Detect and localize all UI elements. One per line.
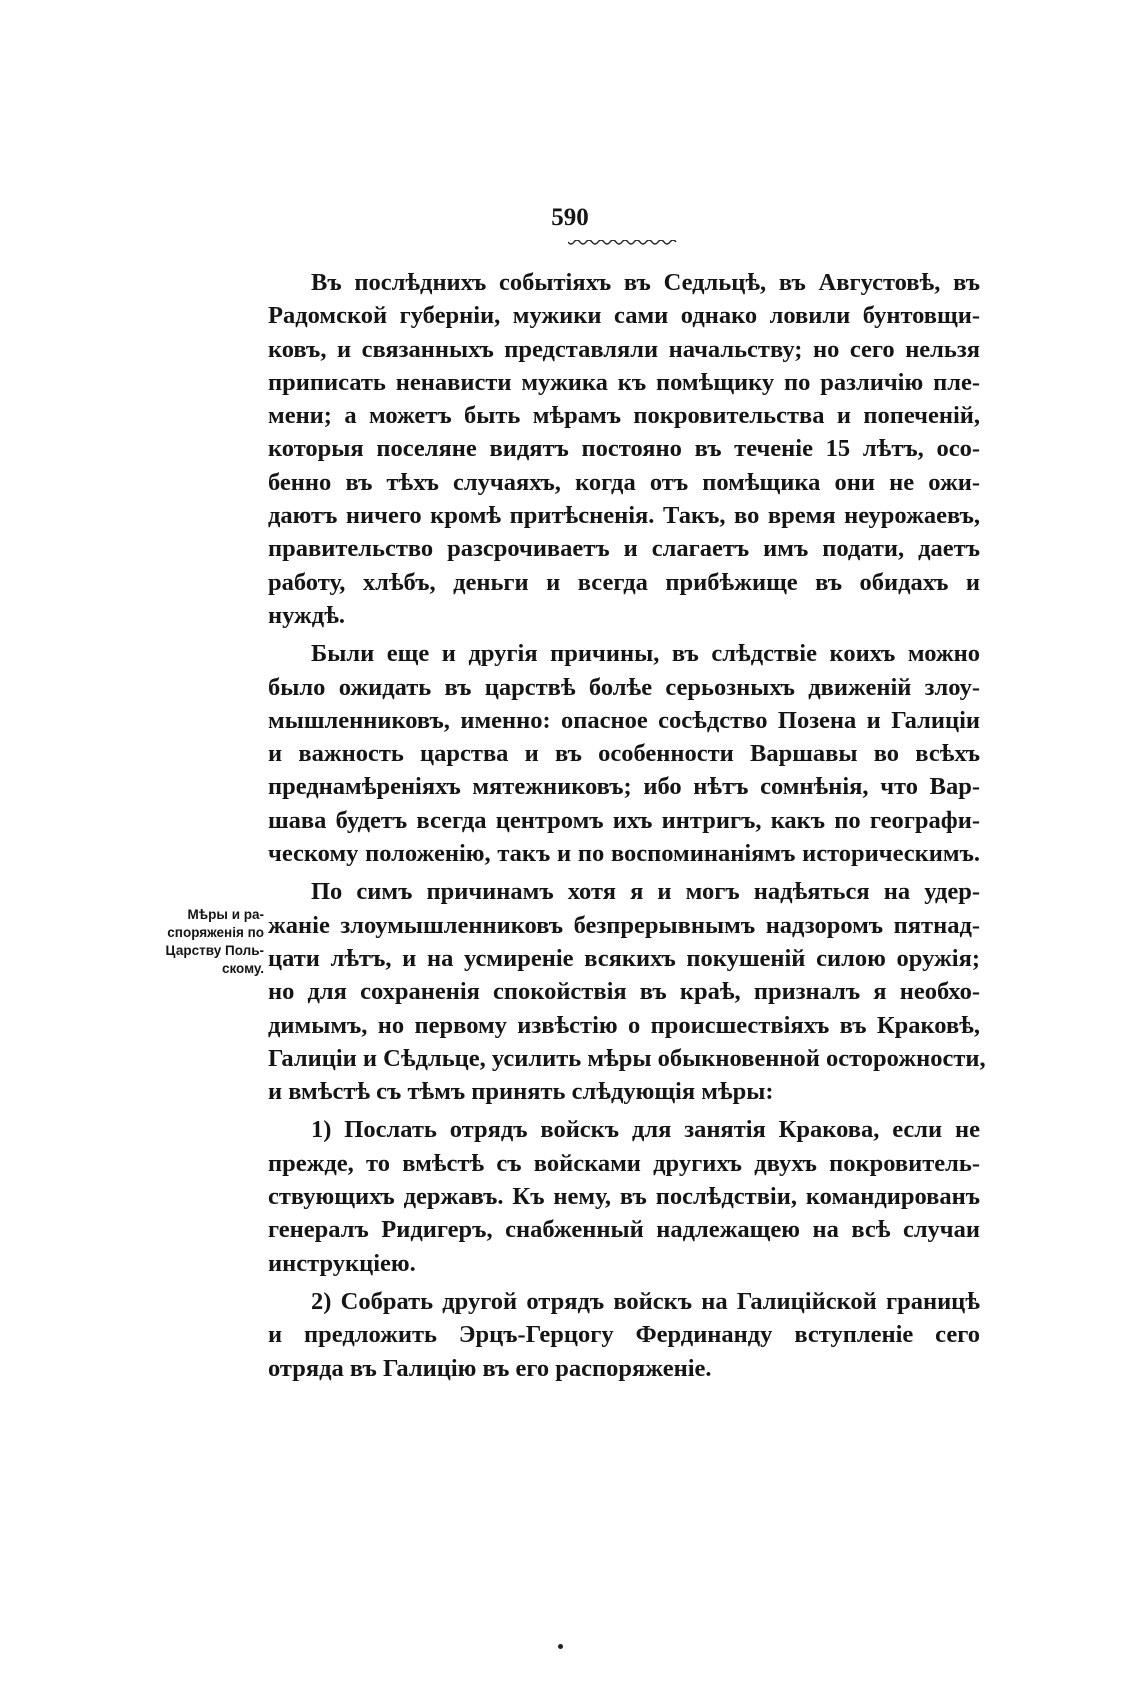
page-number: 590 (551, 204, 589, 231)
text-line: преднамѣреніяхъ мятежниковъ; ибо нѣтъ сомнѣнія, что Вар- (268, 773, 980, 801)
text-line: цати лѣтъ, и на усмиреніе всякихъ покушеній силою оружія; (268, 944, 980, 972)
text-line: ческому положенію, такъ и по воспоминаніямъ историческимъ. (268, 840, 980, 868)
text-line: нуждѣ. (268, 601, 346, 629)
text-line: мышленниковъ, именно: опасное сосѣдство Позена и Галиціи (268, 706, 980, 734)
text-line: шава будетъ всегда центромъ ихъ интригъ, какъ по географи- (268, 806, 980, 834)
text-line: По симъ причинамъ хотя я и могъ надѣяться на удер- (311, 878, 980, 906)
stray-dot (558, 1644, 563, 1649)
text-line: Были еще и другія причины, въ слѣдствіе коихъ можно (311, 640, 980, 668)
text-line: 1) Послать отрядъ войскъ для занятія Кракова, если не (311, 1116, 980, 1144)
text-line: жаніе злоумышленниковъ безпрерывнымъ надзоромъ пятнад- (268, 911, 980, 939)
wavy-rule (568, 240, 678, 247)
text-line: ствующихъ державъ. Къ нему, въ послѣдствіи, командированъ (268, 1183, 980, 1211)
text-line: бенно въ тѣхъ случаяхъ, когда отъ помѣщика они не ожи- (268, 468, 980, 496)
text-line: приписать ненависти мужика къ помѣщику по различію пле- (268, 368, 980, 396)
text-line: Галиціи и Сѣдльце, усилить мѣры обыкновенной осторожности, (268, 1044, 986, 1072)
text-line: ковъ, и связанныхъ представляли начальству; но сего нельзя (268, 335, 980, 363)
text-line: димымъ, но первому извѣстію о происшествіяхъ въ Краковѣ, (268, 1011, 980, 1039)
margin-note-line: скому. (221, 961, 264, 976)
text-line: и вмѣстѣ съ тѣмъ принять слѣдующія мѣры: (268, 1078, 774, 1106)
text-line: работу, хлѣбъ, деньги и всегда прибѣжище въ обидахъ и (268, 568, 980, 596)
margin-note-line: Мѣры и ра- (187, 907, 264, 922)
paragraph (268, 266, 980, 632)
text-line: 2) Собрать другой отрядъ войскъ на Галиційской границѣ (311, 1287, 980, 1315)
text-line: даютъ ничего кромѣ притѣсненія. Такъ, во время неурожаевъ, (268, 502, 980, 530)
paragraph (268, 875, 986, 1108)
text-line: отряда въ Галицію въ его распоряженіе. (268, 1354, 712, 1382)
text-line: и важность царства и въ особенности Варшавы во всѣхъ (268, 740, 980, 768)
text-line: Радомской губерніи, мужики сами однако ловили бунтовщи- (268, 302, 980, 330)
text-line: Въ послѣднихъ событіяхъ въ Седльцѣ, въ Августовѣ, въ (311, 269, 980, 296)
margin-note-line: Царству Поль- (165, 943, 264, 958)
text-line: но для сохраненія спокойствія въ краѣ, призналъ я необхо- (268, 978, 980, 1006)
text-line: правительство разсрочиваетъ и слагаетъ имъ подати, даетъ (268, 535, 980, 563)
text-line: которыя поселяне видятъ постояно въ теченіе 15 лѣтъ, осо- (268, 435, 980, 463)
margin-note (148, 906, 264, 978)
text-line: генералъ Ридигеръ, снабженный надлежащею на всѣ случаи (268, 1216, 980, 1244)
text-line: прежде, то вмѣстѣ съ войсками другихъ двухъ покровитель- (268, 1149, 980, 1177)
body-text (268, 266, 986, 1385)
paragraph (268, 637, 980, 870)
paragraph (268, 1113, 980, 1279)
margin-note-line: споряженія по (167, 925, 264, 940)
text-line: мени; а можетъ быть мѣрамъ покровительства и попеченій, (268, 402, 980, 430)
text-line: и предложить Эрцъ-Герцогу Фердинанду вступленіе сего (268, 1321, 980, 1349)
paragraph (268, 1285, 980, 1385)
text-line: инструкціею. (268, 1249, 416, 1277)
text-line: было ожидать въ царствѣ болѣе серьозныхъ движеній злоу- (268, 673, 980, 701)
